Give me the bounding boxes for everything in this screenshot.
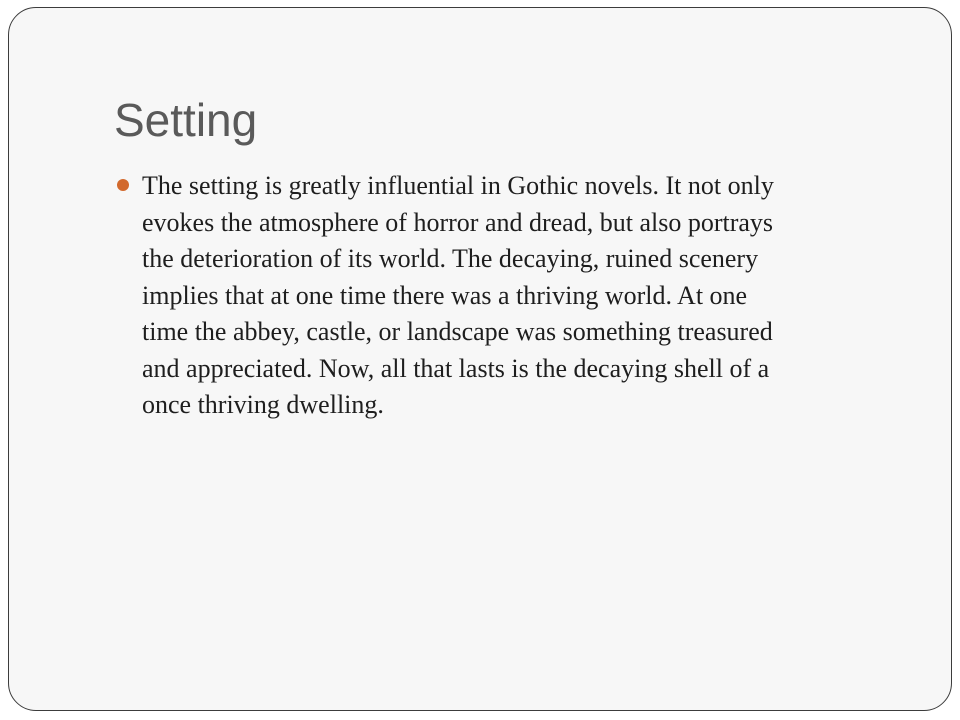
bullet-text-line: and appreciated. Now, all that lasts is the decaying shell of a: [142, 353, 770, 383]
slide-title: Setting: [114, 94, 258, 146]
bullet-dot-icon: [117, 179, 129, 191]
slide-frame: [8, 7, 952, 711]
bullet-text-line: time the abbey, castle, or landscape was something treasured: [142, 317, 773, 346]
bullet-text-line: implies that at one time there was a thriving world. At one: [142, 280, 748, 310]
bullet-list: [117, 168, 917, 424]
bullet-text-line: once thriving dwelling.: [142, 390, 384, 419]
bullet-text-line: The setting is greatly influential in Gothic novels. It not only: [142, 171, 774, 200]
bullet-text-line: the deterioration of its world. The decaying, ruined scenery: [142, 244, 759, 273]
bullet-text-line: evokes the atmosphere of horror and dread, but also portrays: [142, 207, 774, 237]
bullet-item: [117, 168, 917, 424]
